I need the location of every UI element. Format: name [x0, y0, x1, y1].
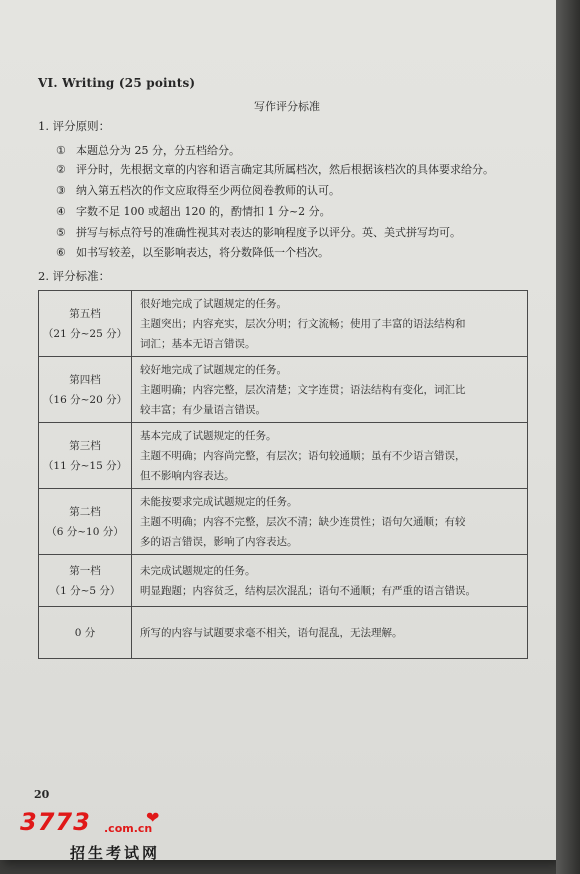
grade-row	[39, 607, 528, 659]
grade-description-line: 较好地完成了试题规定的任务。	[140, 363, 287, 376]
grade-description-line: 很好地完成了试题规定的任务。	[140, 297, 287, 310]
principle-text: 如书写较差，以至影响表达，将分数降低一个档次。	[76, 246, 329, 259]
section-title: VI. Writing (25 points)	[38, 76, 196, 90]
grade-band-name: 第五档	[69, 307, 101, 320]
grade-row	[39, 423, 528, 489]
watermark-domain: .com.cn	[104, 822, 153, 835]
principle-item	[56, 161, 494, 177]
principle-number: ④	[56, 205, 66, 218]
grade-description-line: 主题突出；内容充实，层次分明；行文流畅；使用了丰富的语法结构和	[140, 317, 466, 330]
principle-item	[56, 142, 240, 158]
grade-band-range: （11 分~15 分）	[42, 459, 128, 472]
grade-band-name: 第三档	[69, 439, 101, 452]
grade-description-cell	[132, 489, 528, 555]
watermark-number: 3773	[20, 808, 91, 836]
page-number: 20	[34, 788, 50, 801]
principle-number: ③	[56, 184, 66, 197]
grade-description-cell	[132, 423, 528, 489]
principle-number: ⑤	[56, 226, 66, 239]
document-title: 写作评分标准	[254, 100, 320, 113]
grade-description-line: 基本完成了试题规定的任务。	[140, 429, 277, 442]
grade-band-range: （6 分~10 分）	[46, 525, 124, 538]
principle-item	[56, 244, 329, 260]
grade-row	[39, 291, 528, 357]
grading-table	[38, 290, 528, 659]
standards-heading: 2. 评分标准：	[38, 269, 111, 283]
principle-number: ⑥	[56, 246, 66, 259]
grade-band-name: 第二档	[69, 505, 101, 518]
grade-band-name: 0 分	[74, 626, 96, 639]
principles-heading: 1. 评分原则：	[38, 119, 111, 133]
principle-item	[56, 224, 461, 240]
grade-description-cell	[132, 607, 528, 659]
site-watermark	[12, 808, 182, 868]
principle-text: 纳入第五档次的作文应取得至少两位阅卷教师的认可。	[76, 184, 340, 197]
grade-description-cell	[132, 291, 528, 357]
grade-description-line: 未完成试题规定的任务。	[140, 564, 256, 577]
principle-text: 评分时，先根据文章的内容和语言确定其所属档次，然后根据该档次的具体要求给分。	[76, 163, 494, 176]
principle-text: 字数不足 100 或超出 120 的，酌情扣 1 分~2 分。	[76, 205, 331, 218]
grade-band-cell	[39, 423, 132, 489]
grade-description-line: 主题明确；内容完整，层次清楚；文字连贯；语法结构有变化，词汇比	[140, 383, 466, 396]
grade-description-line: 所写的内容与试题要求毫不相关，语句混乱，无法理解。	[140, 626, 403, 639]
grade-description-cell	[132, 555, 528, 607]
principle-text: 拼写与标点符号的准确性视其对表达的影响程度予以评分。英、美式拼写均可。	[76, 226, 461, 239]
grade-band-cell	[39, 291, 132, 357]
grade-row	[39, 357, 528, 423]
grade-band-range: （1 分~5 分）	[49, 584, 121, 597]
grade-description-cell	[132, 357, 528, 423]
book-binding	[556, 0, 580, 874]
principle-item	[56, 203, 331, 219]
grade-band-name: 第一档	[69, 564, 101, 577]
grade-band-range: （21 分~25 分）	[42, 327, 128, 340]
watermark-site-name: 招生考试网	[70, 844, 161, 862]
principle-number: ①	[56, 144, 66, 157]
principle-item	[56, 182, 340, 198]
grade-description-line: 明显跑题；内容贫乏，结构层次混乱；语句不通顺；有严重的语言错误。	[140, 584, 476, 597]
grade-band-cell	[39, 555, 132, 607]
grade-description-line: 主题不明确；内容不完整，层次不清；缺少连贯性；语句欠通顺；有较	[140, 515, 466, 528]
grade-band-name: 第四档	[69, 373, 101, 386]
grade-description-line: 但不影响内容表达。	[140, 469, 235, 482]
grade-row	[39, 555, 528, 607]
grade-description-line: 词汇；基本无语言错误。	[140, 337, 256, 350]
principle-text: 本题总分为 25 分，分五档给分。	[76, 144, 240, 157]
grade-description-line: 未能按要求完成试题规定的任务。	[140, 495, 298, 508]
grade-description-line: 较丰富；有少量语言错误。	[140, 403, 266, 416]
grade-description-line: 多的语言错误，影响了内容表达。	[140, 535, 298, 548]
heart-icon: ❤	[146, 808, 160, 827]
grade-band-cell	[39, 607, 132, 659]
principle-number: ②	[56, 163, 66, 176]
grade-band-cell	[39, 489, 132, 555]
grade-band-range: （16 分~20 分）	[42, 393, 128, 406]
grade-row	[39, 489, 528, 555]
grade-description-line: 主题不明确；内容尚完整，有层次；语句较通顺；虽有不少语言错误，	[140, 449, 466, 462]
grade-band-cell	[39, 357, 132, 423]
